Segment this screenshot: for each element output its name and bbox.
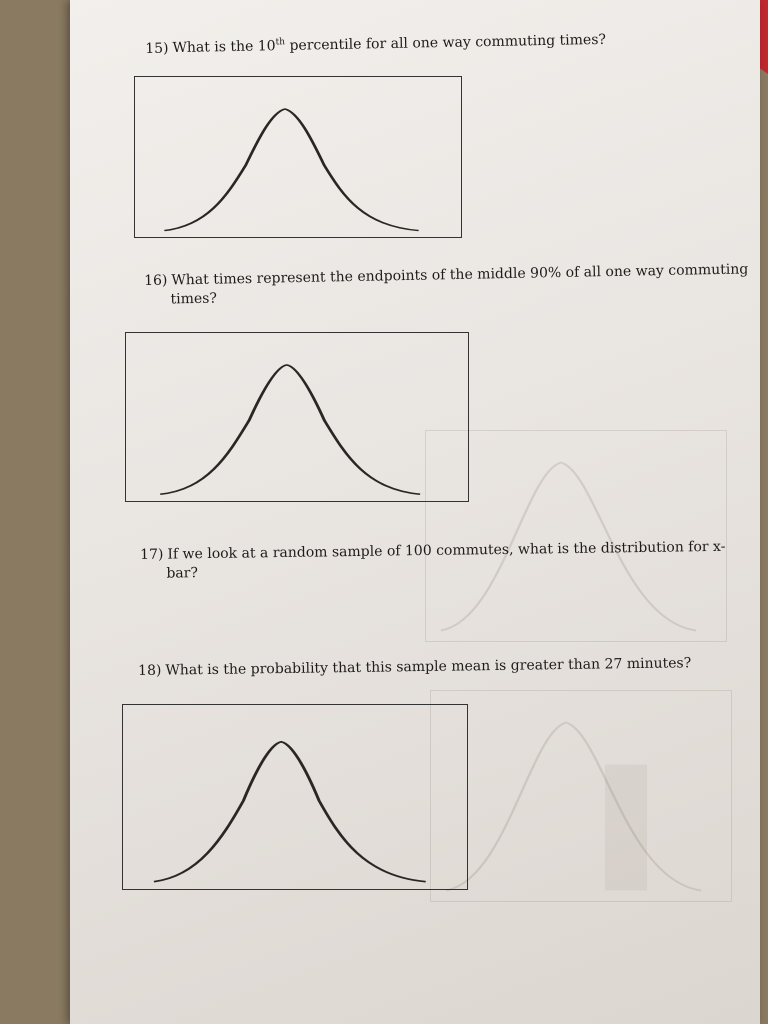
question-text: What is the 10: [172, 38, 276, 57]
normal-curve-icon: [135, 77, 461, 237]
question-15: [145, 27, 606, 58]
bleed-through-graph: [425, 430, 727, 642]
normal-curve-icon: [123, 705, 467, 889]
question-text-continued: bar?: [166, 565, 199, 582]
question-text: If we look at a random sample of 100 commutes, what is the distribution for x-: [167, 538, 726, 563]
normal-curve-icon: [126, 333, 468, 501]
normal-curve-graph-15: [134, 76, 462, 238]
question-number: 15): [145, 40, 169, 57]
question-16: [144, 260, 749, 310]
question-number: 18): [138, 662, 162, 679]
question-number: 17): [140, 546, 164, 563]
question-number: 16): [144, 272, 168, 289]
bleed-through-graph-2: [430, 690, 732, 902]
question-text: What is the probability that this sample mean is greater than 27 minutes?: [165, 655, 692, 679]
superscript: th: [275, 37, 286, 48]
question-text-rest: percentile for all one way commuting times?: [284, 31, 607, 54]
question-text: What times represent the endpoints of the middle 90% of all one way commuting: [171, 261, 749, 289]
normal-curve-graph-18: [122, 704, 468, 890]
question-18: [138, 654, 691, 681]
worksheet-page: [70, 0, 760, 1024]
question-text-continued: times?: [170, 290, 218, 308]
normal-curve-graph-16: [125, 332, 469, 502]
